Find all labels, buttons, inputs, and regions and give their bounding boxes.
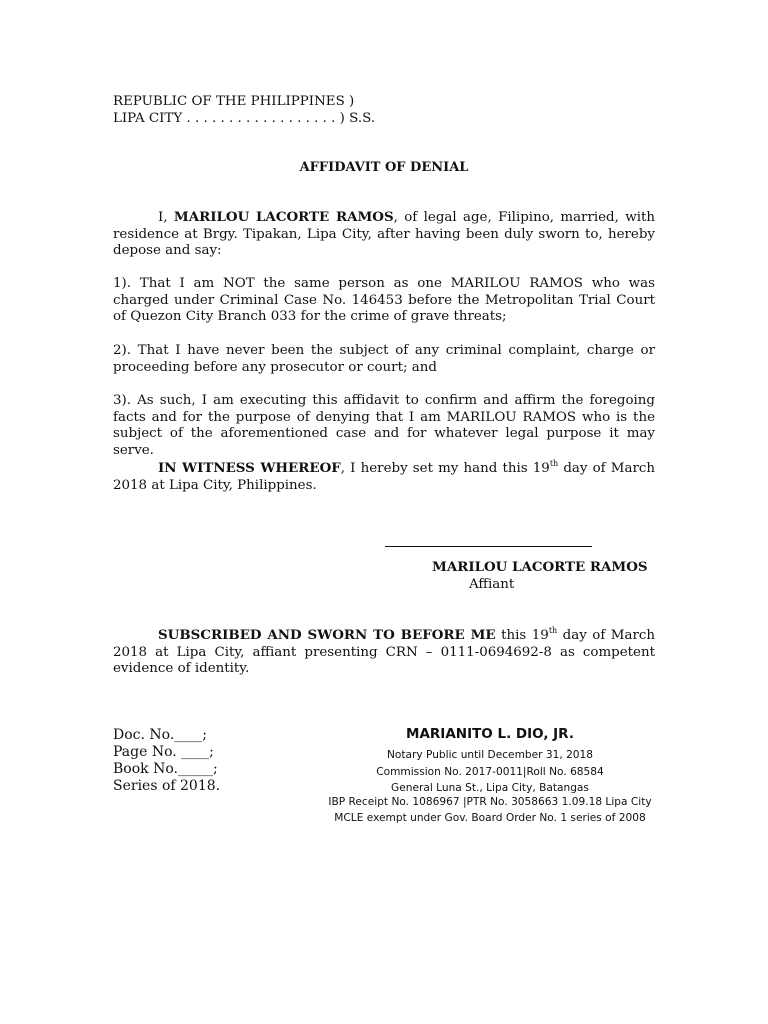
witness-heading: IN WITNESS WHEREOF [158, 460, 341, 476]
notary-address: General Luna St., Lipa City, Batangas [391, 782, 589, 794]
jurat-date-suffix: th [548, 626, 558, 635]
statement-item-1: 1). That I am NOT the same person as one MARILOU RAMOS who was charged under Criminal Case No. 146453 before the Metropolitan Trial Court of Quezon City Branch 033 for the crime of grave threats; [113, 276, 655, 324]
notary-until: Notary Public until December 31, 2018 [386, 749, 594, 761]
signature-role: Affiant [469, 577, 515, 592]
book-number: Book No._____; [113, 761, 218, 777]
notary-commission: Commission No. 2017-0011|Roll No. 68584 [376, 766, 604, 778]
series-year: Series of 2018. [113, 778, 221, 794]
statement-item-2: 2). That I have never been the subject of any criminal complaint, charge or proceeding before any prosecutor or court; and [113, 343, 655, 375]
page-number: Page No. ____; [113, 744, 214, 760]
document-title: AFFIDAVIT OF DENIAL [299, 160, 469, 175]
intro-text: , of legal age, Filipino, married, with residence at Brgy. Tipakan, Lipa City, after having been duly sworn to, hereby depose and say: [113, 210, 655, 258]
notary-ibp-ptr: IBP Receipt No. 1086967 |PTR No. 3058663 1.09.18 Lipa City [328, 796, 652, 808]
signature-name: MARILOU LACORTE RAMOS [432, 559, 648, 575]
doc-number: Doc. No.____; [113, 727, 207, 743]
jurat-text-1: this 19 [495, 628, 549, 643]
affiant-name-inline: MARILOU LACORTE RAMOS [173, 209, 394, 225]
jurat-text-2: day of March 2018 at Lipa City, affiant presenting CRN – 0111-0694692-8 as competent evidence of identity. [113, 628, 655, 676]
signature-line [385, 546, 592, 547]
caption-venue: LIPA CITY . . . . . . . . . . . . . . . . . . ) S.S. [113, 111, 376, 126]
jurat-heading: SUBSCRIBED AND SWORN TO BEFORE ME [158, 627, 496, 643]
statement-item-3: 3). As such, I am executing this affidavit to confirm and affirm the foregoing facts and for the purpose of denying that I am MARILOU RAMOS who is the subject of the aforementioned case and for whatever legal purpose it may serve. [113, 393, 655, 458]
intro-paragraph [113, 209, 655, 260]
notary-mcle: MCLE exempt under Gov. Board Order No. 1 series of 2008 [334, 812, 646, 824]
caption-republic: REPUBLIC OF THE PHILIPPINES ) [113, 94, 355, 109]
jurat-paragraph [113, 627, 655, 678]
intro-prefix: I, [158, 210, 174, 225]
witness-text-2: day of March 2018 at Lipa City, Philippines. [113, 461, 655, 493]
notary-name: MARIANITO L. DIO, JR. [406, 726, 574, 742]
witness-date-suffix: th [549, 459, 559, 468]
witness-paragraph [113, 460, 655, 494]
witness-text-1: , I hereby set my hand this 19 [340, 461, 550, 476]
